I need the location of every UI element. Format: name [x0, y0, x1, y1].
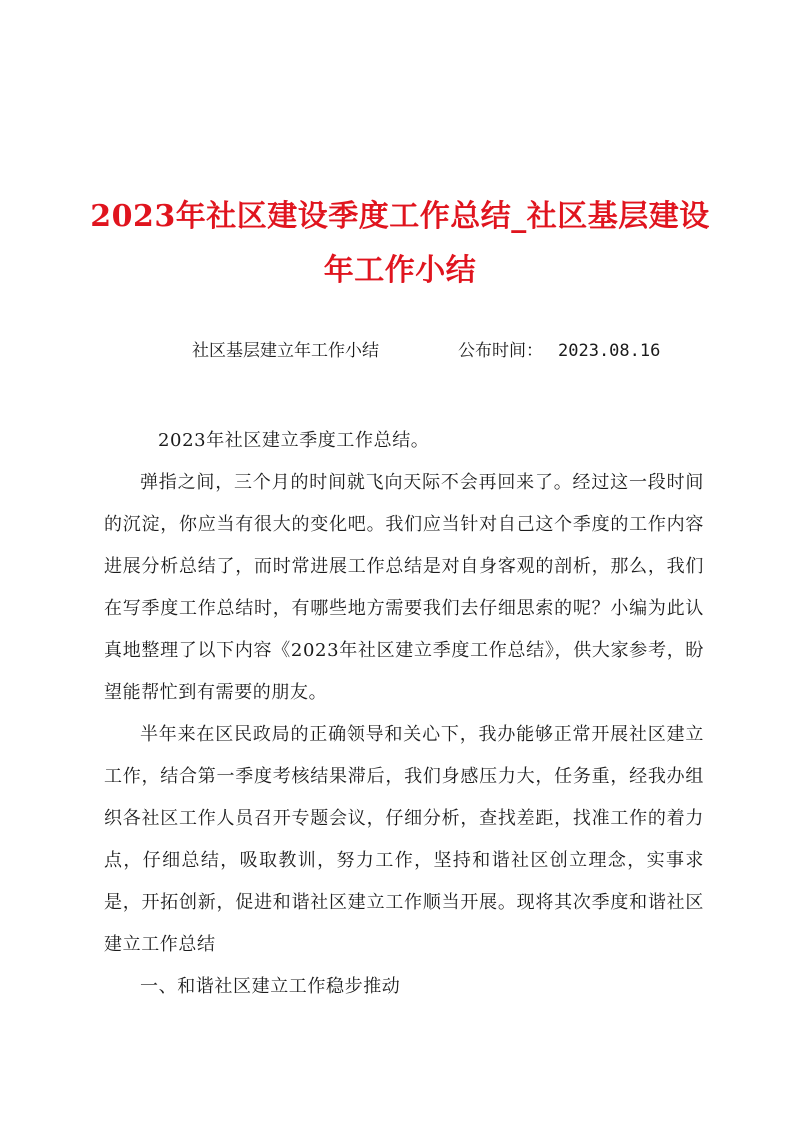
title-line-2: 年工作小结: [323, 253, 477, 289]
paragraph: 半年来在区民政局的正确领导和关心下，我办能够正常开展社区建立工作，结合第一季度考核结果滞后，我们身感压力大，任务重，经我办组织各社区工作人员召开专题会议，仔细分析，查找差距，找准工作的着力点，仔细总结，吸取教训，努力工作，坚持和谐社区创立理念，实事求是，开拓创新，促进和谐社区建立工作顺当开展。现将其次季度和谐社区建立工作总结: [104, 724, 704, 955]
source-label: 社区基层建立年工作小结: [192, 341, 379, 361]
publish-date-value: 2023.08.16: [558, 341, 661, 361]
paragraph-intro: 2023年社区建立季度工作总结。: [158, 430, 430, 451]
title-line-1: 2023年社区建设季度工作总结_社区基层建设: [90, 199, 710, 235]
document-body: [104, 420, 704, 1008]
section-heading: 一、和谐社区建立工作稳步推动: [140, 976, 401, 997]
paragraph: 弹指之间，三个月的时间就飞向天际不会再回来了。经过这一段时间的沉淀，你应当有很大的变化吧。我们应当针对自己这个季度的工作内容进展分析总结了，而时常进展工作总结是对自身客观的剖析，那么，我们在写季度工作总结时，有哪些地方需要我们去仔细思索的呢？小编为此认真地整理了以下内容《2023年社区建立季度工作总结》，供大家参考，盼望能帮忙到有需要的朋友。: [104, 472, 704, 703]
document-title: [90, 190, 710, 298]
publish-date-label: 公布时间：: [458, 341, 543, 361]
